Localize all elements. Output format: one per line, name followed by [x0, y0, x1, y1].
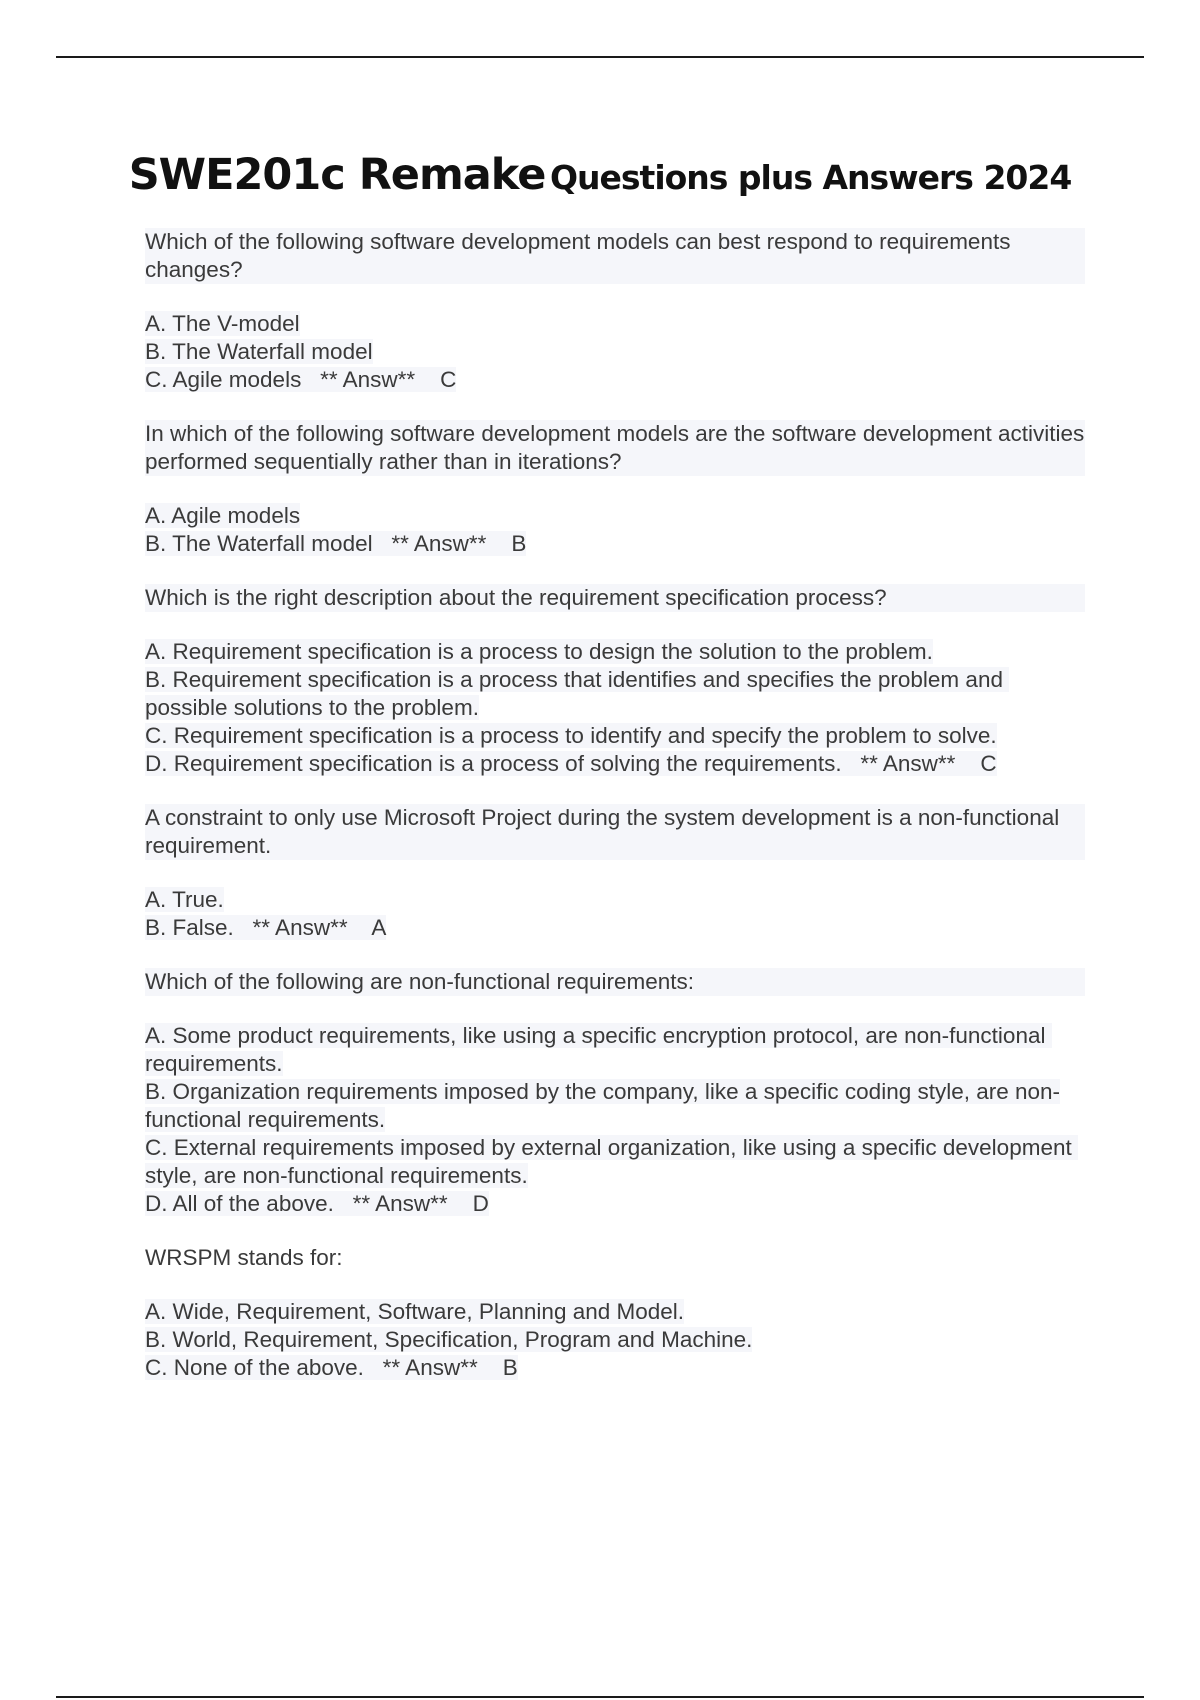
question-6: [145, 1244, 1085, 1272]
option-b: B. The Waterfall model: [145, 339, 373, 364]
options-6: [145, 1298, 1085, 1382]
bottom-rule: [56, 1696, 1144, 1698]
option-c: C. Agile models: [145, 367, 302, 392]
question-5: [145, 968, 1085, 996]
option-a: A. Wide, Requirement, Software, Planning and Model.: [145, 1299, 685, 1324]
option-c: C. External requirements imposed by external organization, like using a specific development style, are non-functional requirements.: [145, 1135, 1078, 1188]
option-b: B. Organization requirements imposed by the company, like a specific coding style, are non-functional requirements.: [145, 1079, 1061, 1132]
question-1: [145, 228, 1085, 284]
option-b: B. Requirement specification is a process that identifies and specifies the problem and possible solutions to the problem.: [145, 667, 1010, 720]
question-4: [145, 804, 1085, 860]
question-text: In which of the following software development models are the software development activities performed sequentially rather than in iterations?: [145, 421, 1091, 474]
option-b: B. The Waterfall model: [145, 531, 373, 556]
title-sub: Questions plus Answers 2024: [549, 158, 1072, 197]
question-text: Which is the right description about the requirement specification process?: [145, 584, 1085, 612]
option-a: A. The V-model: [145, 311, 300, 336]
question-3: [145, 584, 1085, 612]
title-main: SWE201c Remake: [128, 150, 546, 200]
option-a: A. Requirement specification is a process to design the solution to the problem.: [145, 639, 933, 664]
answer-key: ** Answ** B: [372, 531, 527, 556]
question-2: [145, 420, 1091, 476]
answer-key: ** Answ** B: [363, 1355, 518, 1380]
document-title: [0, 150, 1200, 200]
answer-key: ** Answ** A: [233, 915, 387, 940]
question-text: Which of the following are non-functional requirements:: [145, 968, 1085, 996]
question-text: A constraint to only use Microsoft Project during the system development is a non-functional requirement.: [145, 804, 1085, 860]
option-a: A. Agile models: [145, 503, 301, 528]
options-1: [145, 310, 1085, 394]
answer-key: ** Answ** C: [841, 751, 997, 776]
options-4: [145, 886, 1085, 942]
qa-content: [145, 228, 1091, 1408]
option-a: A. True.: [145, 887, 224, 912]
option-d: D. Requirement specification is a process of solving the requirements.: [145, 751, 842, 776]
option-b: B. World, Requirement, Specification, Program and Machine.: [145, 1327, 753, 1352]
option-d: D. All of the above.: [145, 1191, 334, 1216]
answer-key: ** Answ** C: [301, 367, 457, 392]
options-3: [145, 638, 1085, 778]
question-text: Which of the following software development models can best respond to requirements changes?: [145, 228, 1085, 284]
option-c: C. Requirement specification is a process to identify and specify the problem to solve.: [145, 723, 997, 748]
option-c: C. None of the above.: [145, 1355, 364, 1380]
question-text: WRSPM stands for:: [145, 1245, 343, 1270]
option-b: B. False.: [145, 915, 234, 940]
top-rule: [56, 56, 1144, 58]
options-5: [145, 1022, 1085, 1218]
options-2: [145, 502, 1085, 558]
option-a: A. Some product requirements, like using a specific encryption protocol, are non-functional requirements.: [145, 1023, 1052, 1076]
answer-key: ** Answ** D: [333, 1191, 489, 1216]
